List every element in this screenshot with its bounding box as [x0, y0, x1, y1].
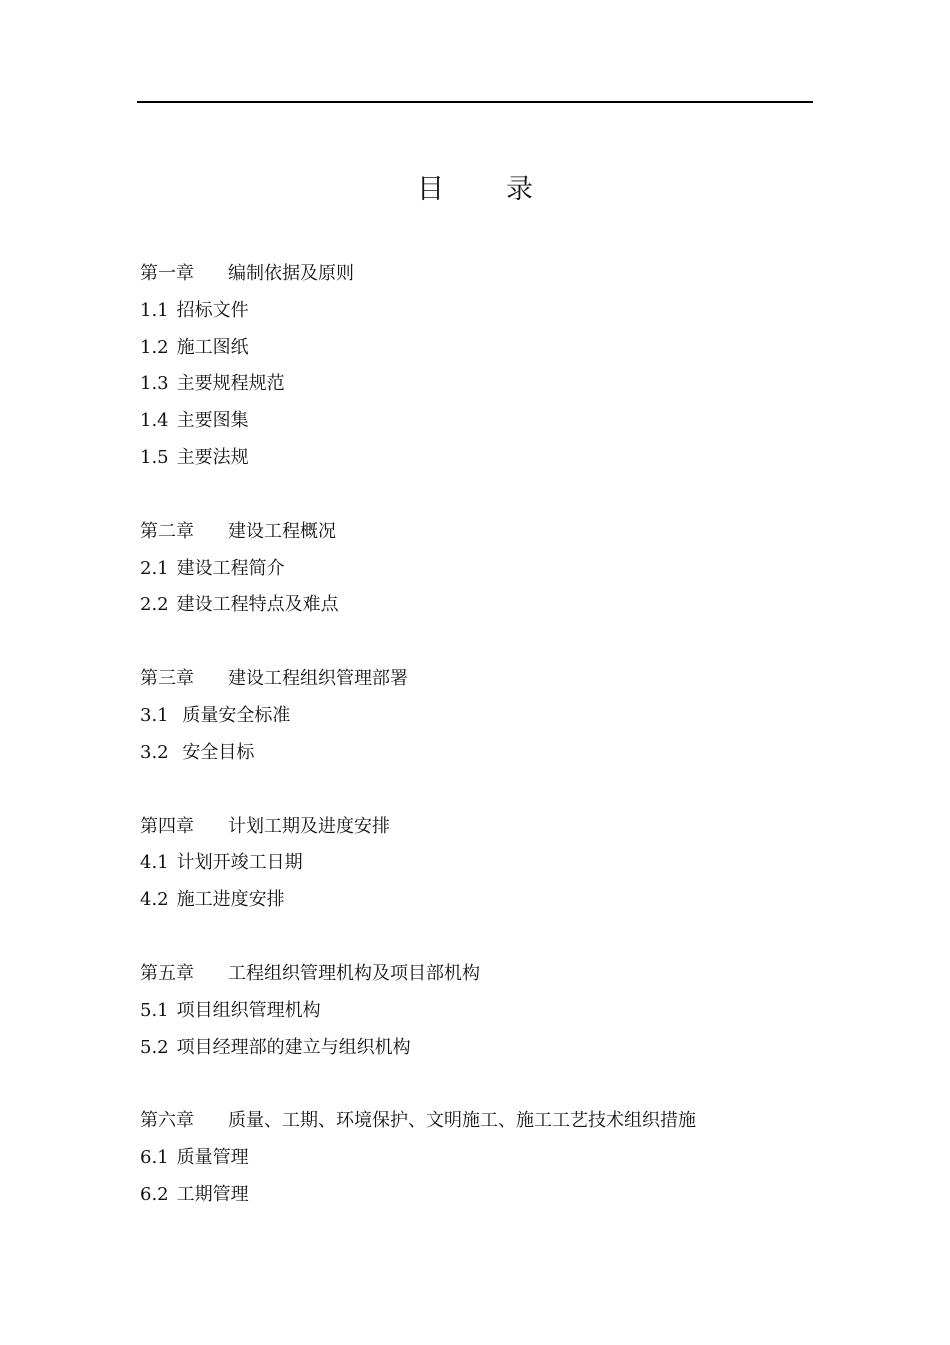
section-title: 项目组织管理机构: [176, 999, 321, 1021]
section-entry[interactable]: [140, 698, 820, 735]
section-number: 4.1: [140, 852, 169, 874]
section-title: 招标文件: [176, 299, 249, 321]
toc-chapter: [140, 1103, 820, 1213]
section-entry[interactable]: [140, 993, 820, 1030]
section-entry[interactable]: [140, 440, 820, 477]
chapter-heading[interactable]: [140, 661, 820, 698]
chapter-number: 第六章: [140, 1110, 194, 1132]
section-number: 3.1: [140, 704, 169, 726]
chapter-title: 建设工程组织管理部署: [228, 668, 408, 690]
section-title: 计划开竣工日期: [176, 852, 303, 874]
section-number: 6.2: [140, 1183, 169, 1205]
section-number: 6.1: [140, 1147, 169, 1169]
section-number: 5.2: [140, 1036, 169, 1058]
section-entry[interactable]: [140, 882, 820, 919]
section-title: 工期管理: [176, 1183, 249, 1205]
section-title: 质量安全标准: [176, 704, 291, 726]
chapter-number: 第二章: [140, 520, 194, 542]
section-entry[interactable]: [140, 293, 820, 330]
header-rule: [137, 101, 813, 103]
toc-chapter: [140, 514, 820, 624]
chapter-number: 第四章: [140, 815, 194, 837]
section-number: 1.1: [140, 299, 169, 321]
toc-chapter: [140, 956, 820, 1066]
section-title: 主要图集: [176, 410, 249, 432]
section-title: 施工进度安排: [176, 889, 285, 911]
section-entry[interactable]: [140, 587, 820, 624]
section-title: 施工图纸: [176, 336, 249, 358]
chapter-title: 计划工期及进度安排: [228, 815, 390, 837]
title-char-1: 目: [417, 174, 444, 205]
section-entry[interactable]: [140, 1030, 820, 1067]
toc-chapter: [140, 661, 820, 771]
chapter-title: 质量、工期、环境保护、文明施工、施工工艺技术组织措施: [228, 1110, 696, 1132]
section-entry[interactable]: [140, 1140, 820, 1177]
section-number: 1.3: [140, 373, 169, 395]
chapter-number: 第一章: [140, 263, 194, 284]
section-title: 质量管理: [176, 1147, 249, 1169]
toc-chapter: [140, 256, 820, 477]
section-entry[interactable]: [140, 735, 820, 772]
section-number: 1.2: [140, 336, 169, 358]
section-title: 安全目标: [176, 741, 255, 763]
title-char-2: 录: [506, 174, 533, 205]
section-title: 项目经理部的建立与组织机构: [176, 1036, 411, 1058]
section-entry[interactable]: [140, 845, 820, 882]
chapter-title: 编制依据及原则: [228, 263, 354, 284]
section-number: 5.1: [140, 999, 169, 1021]
section-number: 3.2: [140, 741, 169, 763]
toc-chapter: [140, 809, 820, 919]
chapter-title: 工程组织管理机构及项目部机构: [228, 962, 480, 984]
section-entry[interactable]: [140, 330, 820, 367]
section-entry[interactable]: [140, 551, 820, 588]
page-title: [0, 170, 950, 210]
section-title: 建设工程特点及难点: [176, 594, 339, 616]
section-number: 2.1: [140, 557, 169, 579]
section-entry[interactable]: [140, 366, 820, 403]
chapter-number: 第三章: [140, 668, 194, 690]
section-entry[interactable]: [140, 403, 820, 440]
chapter-number: 第五章: [140, 962, 194, 984]
section-title: 主要法规: [176, 446, 249, 468]
section-number: 2.2: [140, 594, 169, 616]
chapter-heading[interactable]: [140, 809, 820, 846]
section-entry[interactable]: [140, 1177, 820, 1214]
section-title: 建设工程简介: [176, 557, 285, 579]
chapter-heading[interactable]: [140, 1103, 820, 1140]
chapter-title: 建设工程概况: [228, 520, 336, 542]
chapter-heading[interactable]: [140, 514, 820, 551]
table-of-contents: [140, 256, 820, 1251]
section-number: 4.2: [140, 889, 169, 911]
chapter-heading[interactable]: [140, 256, 820, 293]
section-title: 主要规程规范: [176, 373, 285, 395]
section-number: 1.5: [140, 446, 169, 468]
chapter-heading[interactable]: [140, 956, 820, 993]
section-number: 1.4: [140, 410, 169, 432]
